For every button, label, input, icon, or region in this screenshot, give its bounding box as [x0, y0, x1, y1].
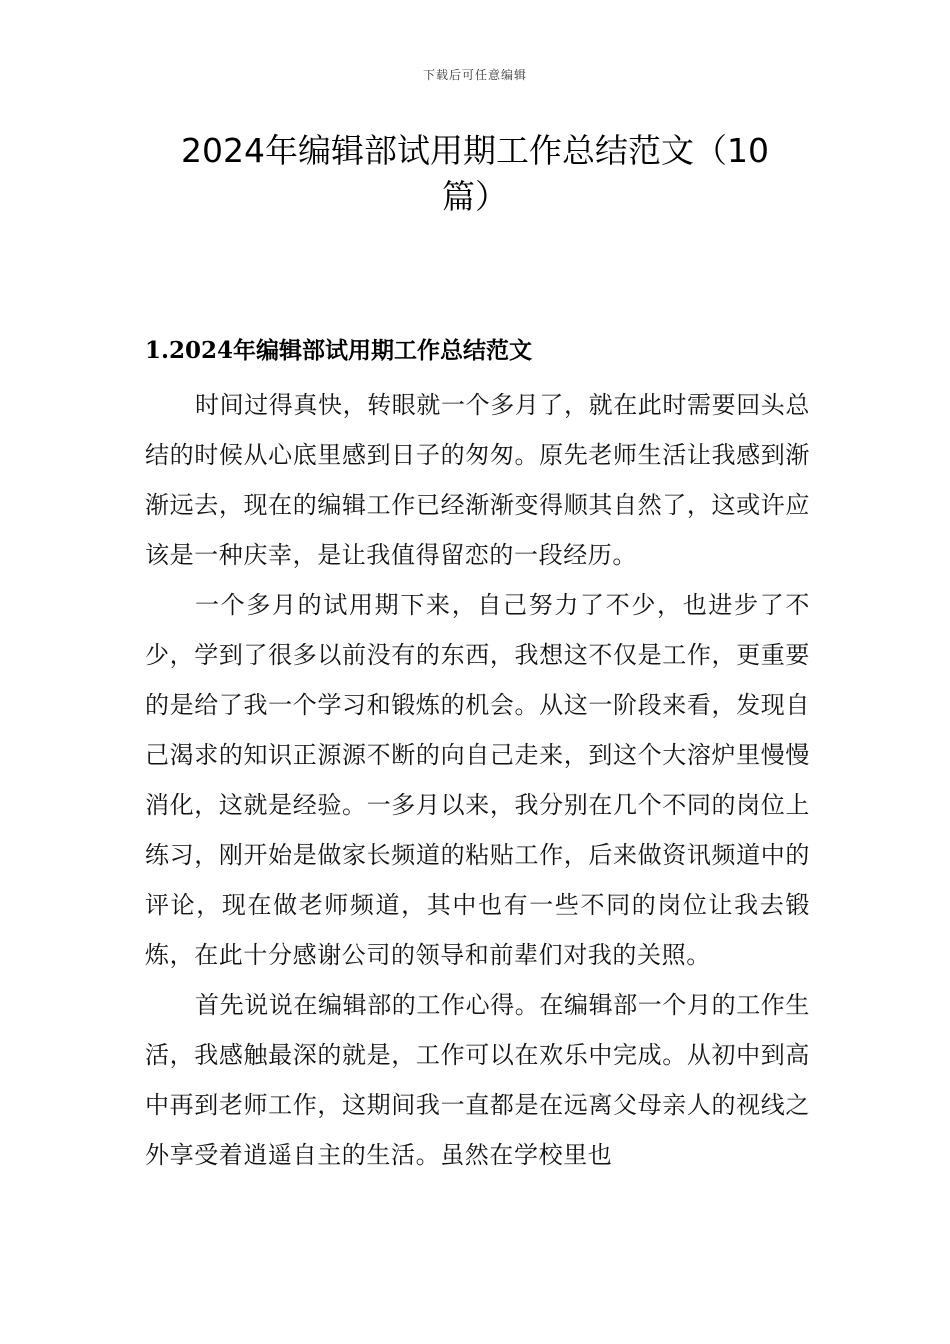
paragraph: 时间过得真快，转眼就一个多月了，就在此时需要回头总结的时候从心底里感到日子的匆匆。原先老师生活让我感到渐渐远去，现在的编辑工作已经渐渐变得顺其自然了，这或许应该是一种庆幸，是让我值得留恋的一段经历。: [145, 391, 810, 569]
paragraph: 一个多月的试用期下来，自己努力了不少，也进步了不少，学到了很多以前没有的东西，我想这不仅是工作，更重要的是给了我一个学习和锻炼的机会。从这一阶段来看，发现自己渴求的知识正源源不断的向自己走来，到这个大溶炉里慢慢消化，这就是经验。一多月以来，我分别在几个不同的岗位上练习，刚开始是做家长频道的粘贴工作，后来做资讯频道中的评论，现在做老师频道，其中也有一些不同的岗位让我去锻炼，在此十分感谢公司的领导和前辈们对我的关照。: [145, 591, 810, 969]
document-title: 2024年编辑部试用期工作总结范文（10篇）: [181, 131, 769, 216]
body-text: [145, 380, 810, 1180]
paragraph: 首先说说在编辑部的工作心得。在编辑部一个月的工作生活，我感触最深的就是，工作可以在欢乐中完成。从初中到高中再到老师工作，这期间我一直都是在远离父母亲人的视线之外享受着逍遥自主的生活。虽然在学校里也: [145, 991, 810, 1169]
header-note: 下载后可任意编辑: [422, 68, 527, 82]
section-heading: 1.2024年编辑部试用期工作总结范文: [145, 337, 533, 364]
